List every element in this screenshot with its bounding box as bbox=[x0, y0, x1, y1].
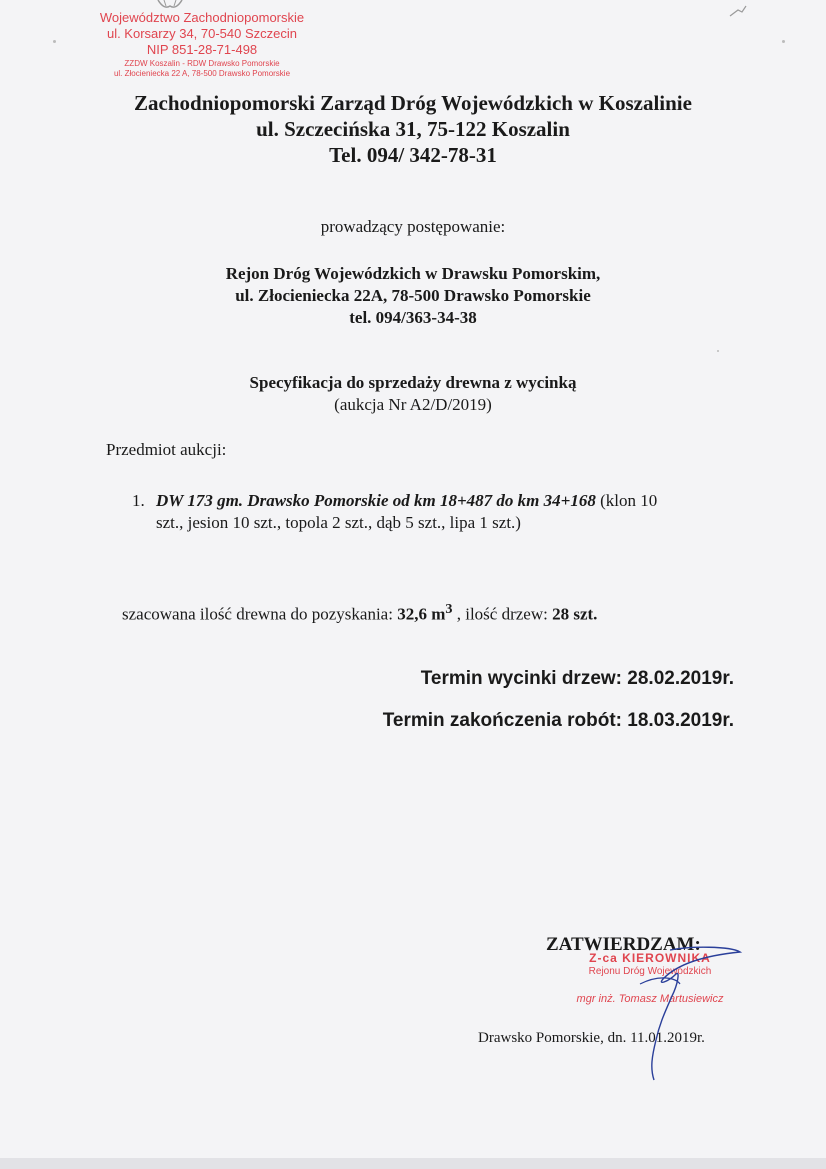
volume-unit-exponent: 3 bbox=[445, 601, 453, 617]
deadline-completion: Termin zakończenia robót: 18.03.2019r. bbox=[382, 710, 734, 731]
deadline-cutting: Termin wycinki drzew: 28.02.2019r. bbox=[420, 668, 734, 689]
page-bottom-edge bbox=[0, 1158, 826, 1169]
item-trees-line1: (klon 10 bbox=[595, 491, 658, 510]
item-road: DW 173 gm. Drawsko Pomorskie od km 18+487 do km 34+168 bbox=[156, 491, 596, 510]
rejon-name: Rejon Dróg Wojewódzkich w Drawsku Pomorskim, bbox=[225, 264, 601, 283]
spec-auction-number: (aukcja Nr A2/D/2019) bbox=[334, 395, 492, 414]
stamp-line: ZZDW Koszalin - RDW Drawsko Pomorskie bbox=[124, 59, 280, 68]
scan-mark bbox=[717, 350, 719, 352]
institution-stamp bbox=[82, 10, 322, 79]
item-trees-line2: szt., jesion 10 szt., topola 2 szt., dąb 5 szt., lipa 1 szt.) bbox=[156, 513, 521, 532]
header-phone: Tel. 094/ 342-78-31 bbox=[329, 143, 497, 167]
stamp-line: NIP 851-28-71-498 bbox=[146, 42, 258, 57]
stamp-line: ul. Korsarzy 34, 70-540 Szczecin bbox=[106, 26, 298, 41]
lead-text: prowadzący postępowanie: bbox=[320, 217, 506, 236]
document-header bbox=[0, 90, 826, 168]
stamp-unit: Rejonu Dróg Wojewódzkich bbox=[588, 966, 712, 977]
tree-count: 28 szt. bbox=[552, 604, 598, 624]
spec-title: Specyfikacja do sprzedaży drewna z wycinką bbox=[249, 373, 577, 392]
header-address: ul. Szczecińska 31, 75-122 Koszalin bbox=[256, 117, 570, 141]
header-org: Zachodniopomorski Zarząd Dróg Wojewódzkich w Koszalinie bbox=[134, 91, 692, 115]
volume-amount: 32,6 m bbox=[397, 604, 446, 624]
volume-separator: , ilość drzew: bbox=[452, 604, 553, 624]
subject-label: Przedmiot aukcji: bbox=[106, 440, 227, 459]
item-text bbox=[132, 490, 732, 534]
signature bbox=[580, 944, 760, 1084]
list-item bbox=[132, 490, 732, 534]
stamp-title: Z-ca KIEROWNIKA bbox=[589, 951, 711, 965]
specification-title bbox=[0, 372, 826, 416]
stamp-line: Województwo Zachodniopomorskie bbox=[99, 10, 305, 25]
approval-label: ZATWIERDZAM: bbox=[546, 934, 701, 955]
item-number: 1. bbox=[132, 491, 145, 510]
volume-label: szacowana ilość drewna do pozyskania: bbox=[122, 604, 398, 624]
place-date: Drawsko Pomorskie, dn. 11.01.2019r. bbox=[478, 1030, 705, 1046]
rejon-address: ul. Złocieniecka 22A, 78-500 Drawsko Pomorskie bbox=[235, 286, 591, 305]
rejon-block bbox=[0, 263, 826, 329]
volume-line bbox=[122, 601, 597, 625]
stamp-name: mgr inż. Tomasz Martusiewicz bbox=[576, 993, 724, 1005]
scan-mark bbox=[53, 40, 56, 43]
rejon-phone: tel. 094/363-34-38 bbox=[349, 308, 477, 327]
stamp-line: ul. Złocieniecka 22 A, 78-500 Drawsko Pomorskie bbox=[113, 69, 291, 78]
scan-mark bbox=[728, 4, 748, 18]
scan-mark bbox=[782, 40, 785, 43]
